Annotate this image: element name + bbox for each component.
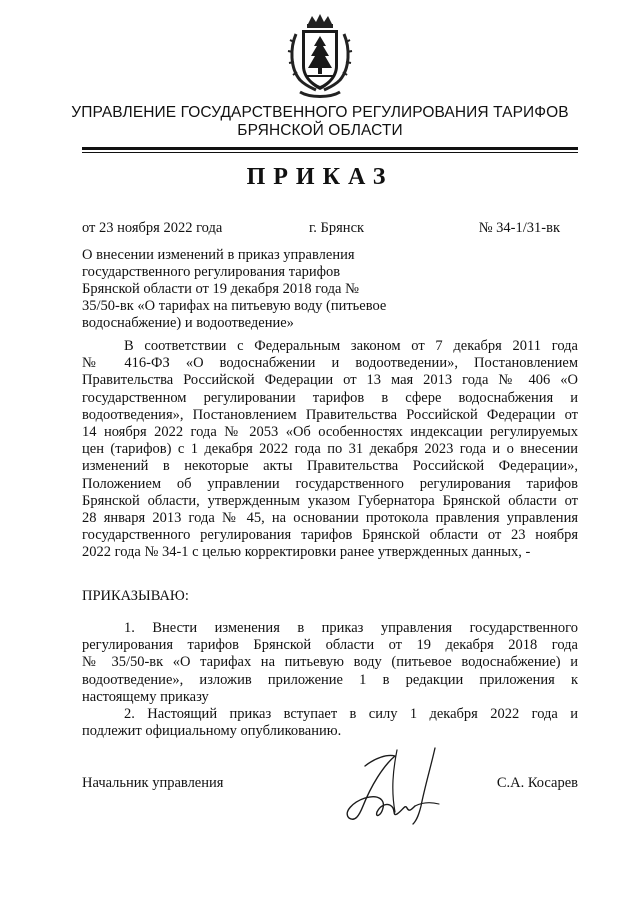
organization-title-line2: БРЯНСКОЙ ОБЛАСТИ (237, 122, 403, 139)
preamble-line: изменений в некоторые акты Правительства Российской Федерации», (82, 458, 578, 475)
document-title: ПРИКАЗ (246, 164, 394, 190)
order-directive: ПРИКАЗЫВАЮ: (82, 588, 189, 604)
preamble-line: государственном регулировании тарифов в сфере водоснабжения и (82, 389, 578, 406)
preamble-line: 14 ноября 2022 года № 2053 «Об особенностях индексации регулируемых (82, 423, 578, 440)
signer-name: С.А. Косарев (496, 775, 578, 791)
subject-line: Брянской области от 19 декабря 2018 года № (82, 281, 359, 297)
preamble-line: государственного регулирования тарифов Брянской области от 23 ноября (82, 527, 578, 544)
document-date: от 23 ноября 2022 года (82, 220, 223, 236)
document-city: г. Брянск (309, 220, 365, 236)
order-items (82, 620, 578, 740)
preamble-line: Брянской области, утвержденным указом Губернатора Брянской области от (82, 492, 578, 509)
order-item-2-line: 2. Настоящий приказ вступает в силу 1 декабря 2022 года и (124, 705, 578, 722)
order-item-1-line: настоящему приказу (82, 688, 209, 705)
preamble-line: 28 января 2013 года № 45, на основании протокола правления управления (82, 509, 578, 526)
subject-line: водоснабжение) и водоотведение» (82, 315, 294, 331)
preamble-line: водоотведения», Постановлением Правительства Российской Федерации от (82, 406, 578, 423)
header-rule-thin (82, 152, 578, 153)
subject-line: государственного регулирования тарифов (82, 264, 341, 280)
signer-position: Начальник управления (82, 775, 224, 791)
coat-of-arms-icon (286, 14, 354, 100)
organization-title-line1: УПРАВЛЕНИЕ ГОСУДАРСТВЕННОГО РЕГУЛИРОВАНИЯ ТАРИФОВ (71, 104, 569, 121)
subject-line: 35/50-вк «О тарифах на питьевую воду (питьевое (82, 298, 387, 314)
preamble-line: Положением об управлении государственного регулирования тарифов (82, 475, 578, 492)
preamble-line: В соответствии с Федеральным законом от 7 декабря 2011 года (124, 338, 578, 354)
preamble-line: Правительства Российской Федерации от 13 мая 2013 года № 406 «О (82, 372, 578, 389)
document-subject (82, 247, 387, 332)
organization-title (60, 104, 580, 140)
order-item-1-line: № 35/50-вк «О тарифах на питьевую воду (питьевое водоснабжение) и (82, 654, 578, 671)
order-item-1-line: регулирования тарифов Брянской области от 19 декабря 2018 года (82, 637, 578, 654)
preamble-line: цен (тарифов) с 1 декабря 2022 года по 31 декабря 2023 года и о внесении (82, 441, 578, 458)
subject-line: О внесении изменений в приказ управления (82, 247, 355, 263)
header-rule-thick (82, 147, 578, 150)
order-item-2-line: подлежит официальному опубликованию. (82, 723, 342, 740)
handwritten-signature (335, 746, 455, 828)
order-item-1-line: 1. Внести изменения в приказ управления государственного (124, 620, 578, 636)
preamble-paragraph (82, 338, 578, 561)
preamble-line: № 416-ФЗ «О водоснабжении и водоотведении», Постановлением (82, 355, 578, 372)
order-item-1-line: водоотведение», изложив приложение 1 в редакции приложения к (82, 671, 578, 688)
preamble-line: 2022 года № 34-1 с целью корректировки ранее утвержденных данных, - (82, 544, 531, 561)
document-number: № 34-1/31-вк (478, 220, 560, 236)
